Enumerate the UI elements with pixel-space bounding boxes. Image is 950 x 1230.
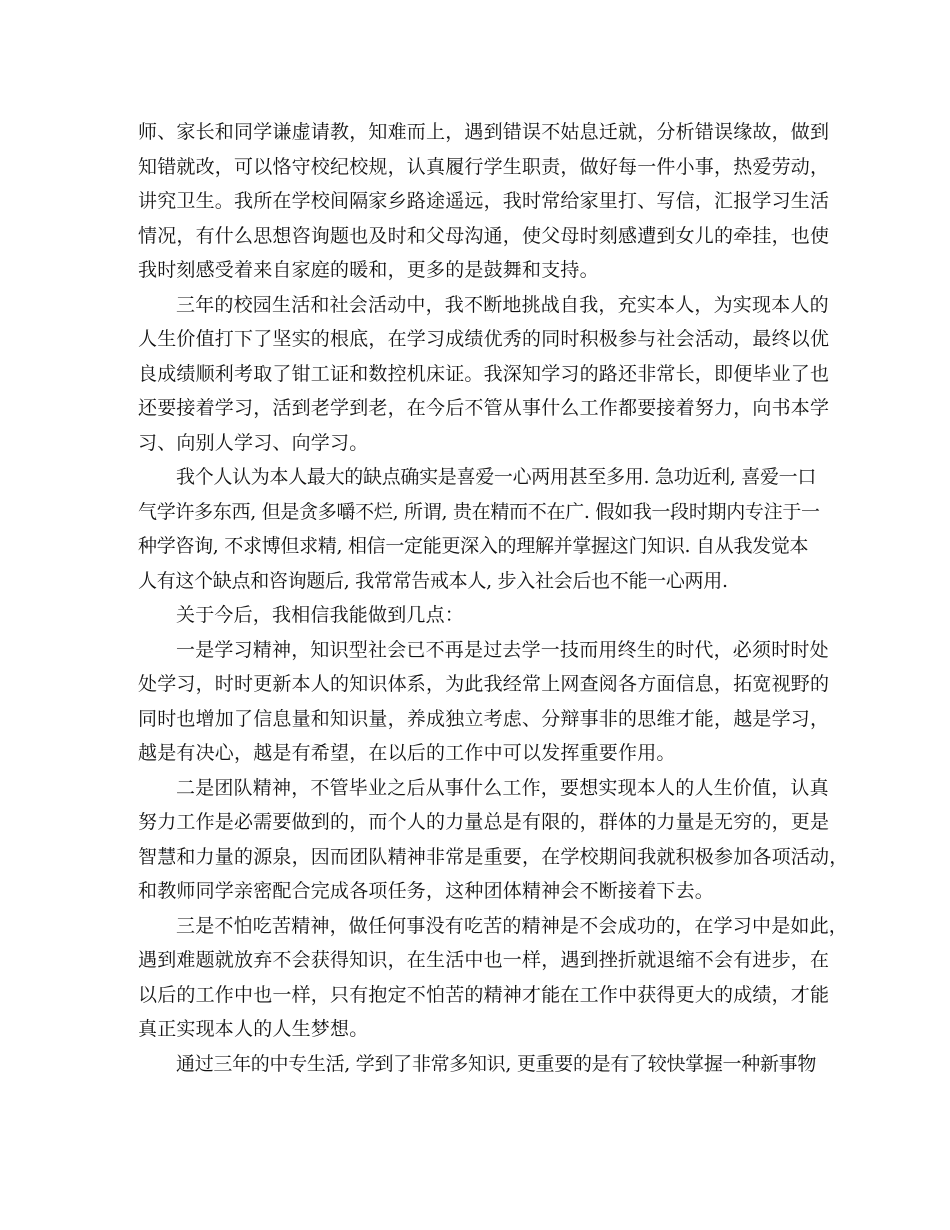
text-line: 越是有决心，越是有希望，在以后的工作中可以发挥重要作用。: [138, 742, 676, 764]
text-line: 遇到难题就放弃不会获得知识，在生活中也一样，遇到挫折就退缩不会有进步，在: [138, 949, 830, 971]
text-line: 人生价值打下了坚实的根底，在学习成绩优秀的同时积极参与社会活动，最终以优: [138, 328, 830, 350]
text-line: 讲究卫生。我所在学校间隔家乡路途遥远，我时常给家里打、写信，汇报学习生活: [138, 190, 830, 212]
text-line: 智慧和力量的源泉，因而团队精神非常是重要，在学校期间我就积极参加各项活动，: [138, 845, 849, 868]
text-line: 努力工作是必需要做到的，而个人的力量总是有限的，群体的力量是无穷的，更是: [138, 811, 830, 833]
text-line: 以后的工作中也一样，只有抱定不怕苦的精神才能在工作中获得更大的成绩，才能: [138, 983, 830, 1006]
text-line: 同时也增加了信息量和知识量，养成独立考虑、分辩事非的思维才能，越是学习，: [138, 707, 830, 730]
paragraph-start-line: 我个人认为本人最大的缺点确实是喜爱一心两用甚至多用. 急功近利, 喜爱一口: [176, 466, 817, 488]
text-line: 真正实现本人的人生梦想。: [138, 1018, 369, 1040]
paragraph-start-line: 三是不怕吃苦精神，做任何事没有吃苦的精神是不会成功的，在学习中是如此，: [176, 914, 849, 937]
text-line: 处学习，时时更新本人的知识体系，为此我经常上网查阅各方面信息，拓宽视野的: [138, 673, 830, 695]
text-line: 习、向别人学习、向学习。: [138, 431, 369, 454]
text-line: 还要接着学习，活到老学到老，在今后不管从事什么工作都要接着努力，向书本学: [138, 397, 830, 419]
text-line: 师、家长和同学谦虚请教，知难而上，遇到错误不姑息迁就，分析错误缘故，做到: [138, 121, 830, 143]
document-body: [138, 115, 849, 1081]
text-line: 我时刻感受着来自家庭的暖和，更多的是鼓舞和支持。: [138, 259, 599, 281]
paragraph-start-line: 三年的校园生活和社会活动中，我不断地挑战自我，充实本人，为实现本人的: [176, 293, 829, 316]
text-line: 情况，有什么思想咨询题也及时和父母沟通，使父母时刻感遭到女儿的牵挂，也使: [138, 224, 830, 247]
text-line: 种学咨询, 不求博但求精, 相信一定能更深入的理解并掌握这门知识. 自从我发觉本: [138, 535, 809, 557]
text-line: 人有这个缺点和咨询题后, 我常常告戒本人, 步入社会后也不能一心两用.: [138, 569, 728, 592]
text-line: 知错就改，可以恪守校纪校规，认真履行学生职责，做好每一件小事，热爱劳动，: [138, 155, 830, 178]
paragraph-start-line: 通过三年的中专生活, 学到了非常多知识, 更重要的是有了较快掌握一种新事物: [176, 1052, 817, 1075]
paragraph-start-line: 二是团队精神，不管毕业之后从事什么工作，要想实现本人的人生价值，认真: [176, 776, 829, 799]
text-line: 良成绩顺利考取了钳工证和数控机床证。我深知学习的路还非常长，即便毕业了也: [138, 362, 830, 385]
text-line: 气学许多东西, 但是贪多嚼不烂, 所谓, 贵在精而不在广. 假如我一段时期内专注于一: [138, 500, 820, 523]
paragraph-start-line: 关于今后，我相信我能做到几点：: [176, 604, 465, 626]
text-line: 和教师同学亲密配合完成各项任务，这种团体精神会不断接着下去。: [138, 880, 715, 902]
paragraph-start-line: 一是学习精神，知识型社会已不再是过去学一技而用终生的时代，必须时时处: [176, 638, 829, 661]
